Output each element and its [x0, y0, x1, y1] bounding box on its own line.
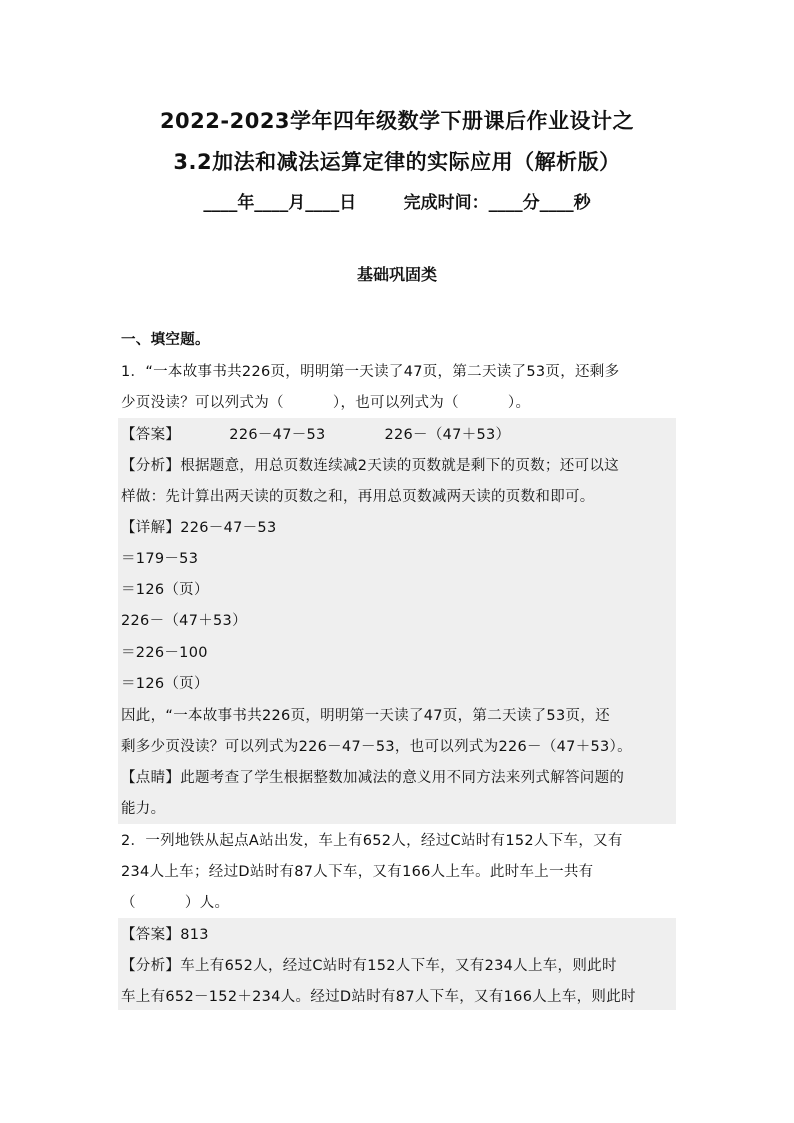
question-2-line-2: 234人上车；经过D站时有87人下车，又有166人上车。此时车上一共有	[121, 864, 594, 880]
question-1-detail-line-5: ＝226－100	[121, 645, 208, 661]
question-1-comment-line-1: 【点睛】此题考查了学生根据整数加减法的意义用不同方法来列式解答问题的	[121, 770, 625, 786]
question-1-conclusion-line-1: 因此，“一本故事书共226页，明明第一天读了47页，第二天读了53页，还	[121, 708, 610, 724]
question-2-analysis-line-2: 车上有652－152＋234人。经过D站时有87人下车，又有166人上车，则此时	[121, 989, 636, 1005]
question-1-detail-line-1: 【详解】226－47－53	[121, 520, 277, 536]
question-1-conclusion-line-2: 剩多少页没读？可以列式为226－47－53，也可以列式为226－（47＋53）。	[121, 739, 632, 755]
question-1-detail-line-2: ＝179－53	[121, 551, 199, 567]
question-1-analysis-line-2: 样做：先计算出两天读的页数之和，再用总页数减两天读的页数和即可。	[121, 489, 595, 505]
date-and-time-line: ____年____月____日 完成时间：____分____秒	[203, 193, 591, 213]
document-title-line-1: 2022-2023学年四年级数学下册课后作业设计之	[159, 109, 635, 133]
question-1-detail-line-6: ＝126（页）	[121, 676, 209, 692]
question-1-line-2: 少页没读？可以列式为（ ），也可以列式为（ ）。	[121, 395, 531, 411]
question-1-answer: 【答案】 226－47－53 226－（47＋53）	[121, 427, 511, 443]
question-1-line-1: 1．“一本故事书共226页，明明第一天读了47页，第二天读了53页，还剩多	[121, 364, 620, 380]
question-2-analysis-line-1: 【分析】车上有652人，经过C站时有152人下车，又有234人上车，则此时	[121, 958, 617, 974]
part-heading: 一、填空题。	[121, 332, 210, 348]
document-title-line-2: 3.2加法和减法运算定律的实际应用（解析版）	[173, 150, 621, 174]
section-heading: 基础巩固类	[356, 265, 437, 284]
question-1-comment-line-2: 能力。	[121, 801, 166, 817]
question-2-line-3: （ ）人。	[121, 895, 230, 911]
question-1-detail-line-3: ＝126（页）	[121, 582, 209, 598]
question-1-detail-line-4: 226－（47＋53）	[121, 613, 247, 629]
question-1-analysis-line-1: 【分析】根据题意，用总页数连续减2天读的页数就是剩下的页数；还可以这	[121, 458, 619, 474]
question-2-line-1: 2．一列地铁从起点A站出发，车上有652人，经过C站时有152人下车，又有	[121, 833, 623, 849]
question-2-answer: 【答案】813	[121, 927, 209, 943]
